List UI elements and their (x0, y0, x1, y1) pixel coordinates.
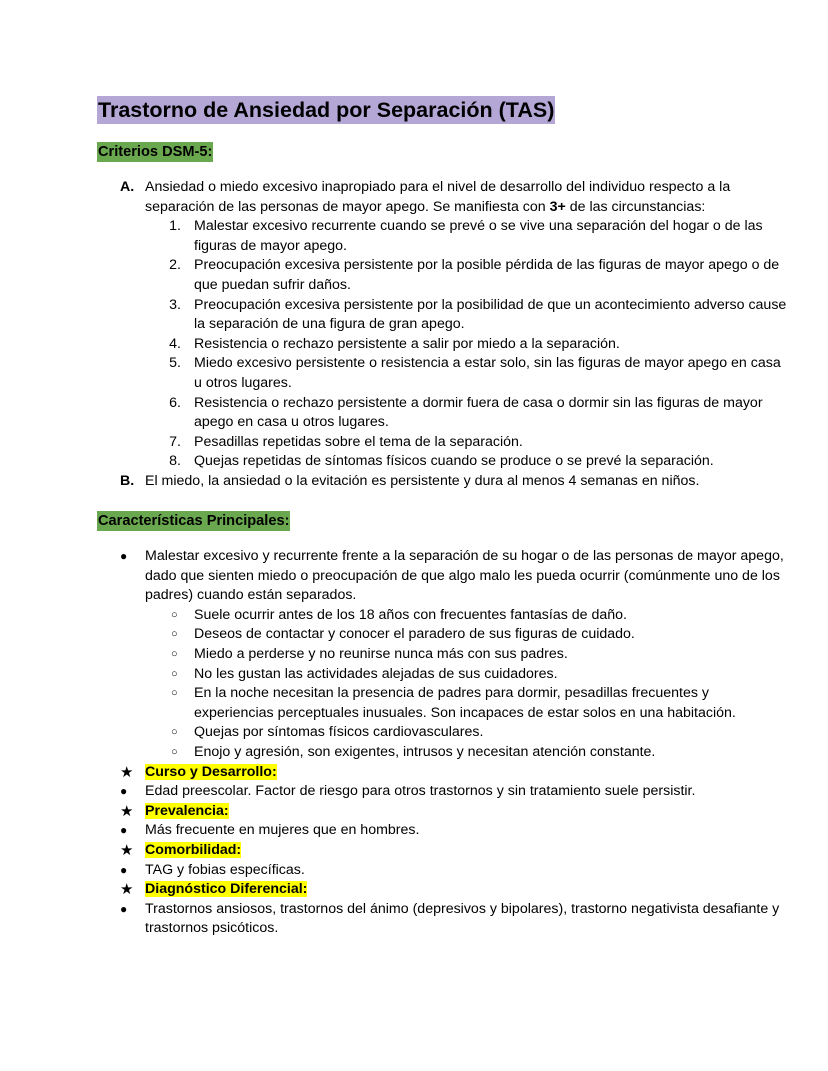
section-label: Comorbilidad: (145, 841, 242, 858)
criterion-a-item-text: Preocupación excesiva persistente por la posible pérdida de las figuras de mayor apego o de que puedan sufrir daños. (194, 257, 780, 293)
bullet-icon: ● (120, 862, 128, 877)
section-text: Edad preescolar. Factor de riesgo para otros trastornos y sin tratamiento suele persistir. (145, 783, 696, 800)
circle-bullet-icon: ○ (171, 667, 178, 680)
criterion-a-item-text: Resistencia o rechazo persistente a dormir fuera de casa o dormir sin las figuras de mayor apego en casa u otros lugares. (194, 394, 763, 431)
criterion-a-item-number: 1. (169, 218, 181, 235)
feature-subitem-text: Suele ocurrir antes de los 18 años con frecuentes fantasías de daño. (194, 606, 627, 623)
bullet-icon: ● (120, 784, 128, 799)
section-text: Más frecuente en mujeres que en hombres. (145, 822, 420, 839)
criterion-a-text-after: de las circunstancias: (565, 198, 706, 215)
feature-subitem-text: Miedo a perderse y no reunirse nunca más con sus padres. (194, 645, 568, 662)
criterion-a-item-text: Malestar excesivo recurrente cuando se prevé o se vive una separación del hogar o de las figuras de mayor apego. (194, 218, 763, 254)
criterion-a-item (97, 452, 787, 472)
feature-subitem (97, 665, 787, 685)
feature-subitem-text: No les gustan las actividades alejadas de sus cuidadores. (194, 665, 558, 682)
criterion-a-item (97, 354, 787, 393)
criterion-a-item-number: 7. (169, 433, 181, 450)
feature-main-text: Malestar excesivo y recurrente frente a la separación de su hogar o de las personas de mayor apego, dado que sienten miedo o preocupación de que algo malo les pueda ocurrir (comúnmente uno de los padres) cuando están separados. (145, 548, 784, 604)
criterion-a (97, 178, 787, 217)
criterion-a-item-text: Resistencia o rechazo persistente a salir por miedo a la separación. (194, 335, 620, 352)
section-text-row (97, 861, 787, 881)
criterion-a-item-text: Quejas repetidas de síntomas físicos cuando se produce o se prevé la separación. (194, 453, 714, 470)
criterion-a-item (97, 335, 787, 355)
criterion-a-item (97, 433, 787, 453)
criterion-a-item-text: Preocupación excesiva persistente por la posibilidad de que un acontecimiento adverso cause la separación de una figura de gran apego. (194, 296, 787, 333)
section-text: Trastornos ansiosos, trastornos del ánimo (depresivos y bipolares), trastorno negativista desafiante y trastornos psicóticos. (145, 900, 780, 937)
circle-bullet-icon: ○ (171, 628, 178, 641)
criterion-a-text-before: Ansiedad o miedo excesivo inapropiado para el nivel de desarrollo del individuo respecto a la separación de las personas de mayor apego. Se manifiesta con (145, 179, 731, 215)
section-label-row (97, 763, 787, 783)
circle-bullet-icon: ○ (171, 687, 178, 700)
feature-subitem-text: Quejas por síntomas físicos cardiovasculares. (194, 724, 484, 741)
criterion-a-item-text: Pesadillas repetidas sobre el tema de la separación. (194, 433, 523, 450)
circle-bullet-icon: ○ (171, 608, 178, 621)
criterion-a-item-text: Miedo excesivo persistente o resistencia a estar solo, sin las figuras de mayor apego en casa u otros lugares. (194, 355, 781, 391)
criterion-a-item (97, 217, 787, 256)
criterion-a-item-number: 8. (169, 453, 181, 470)
section-text-row (97, 900, 787, 939)
section-label: Curso y Desarrollo: (145, 763, 277, 780)
star-icon: ★ (120, 763, 134, 781)
criterion-a-item-number: 3. (169, 296, 181, 313)
criterion-a-item-number: 6. (169, 394, 181, 411)
features-list (97, 547, 787, 939)
criterion-a-item (97, 296, 787, 335)
feature-subitem (97, 684, 787, 723)
section-label-row (97, 880, 787, 900)
criterion-b-letter: B. (120, 472, 135, 489)
criterion-b (97, 472, 787, 492)
section-label-row (97, 802, 787, 822)
features-heading: Características Principales: (98, 513, 290, 529)
feature-subitem (97, 723, 787, 743)
feature-subitem-text: Deseos de contactar y conocer el paradero de sus figuras de cuidado. (194, 626, 635, 643)
feature-subitem (97, 645, 787, 665)
criterion-b-text: El miedo, la ansiedad o la evitación es persistente y dura al menos 4 semanas en niños. (145, 472, 700, 489)
criterion-a-item-number: 4. (169, 335, 181, 352)
star-icon: ★ (120, 881, 134, 899)
document-title: Trastorno de Ansiedad por Separación (TAS) (98, 98, 555, 122)
feature-main (97, 547, 787, 606)
feature-subitem (97, 606, 787, 626)
bullet-icon: ● (120, 901, 128, 916)
feature-subitem-text: En la noche necesitan la presencia de padres para dormir, pesadillas frecuentes y experiencias perceptuales inusuales. Son incapaces de estar solos en una habitación. (194, 685, 736, 721)
star-icon: ★ (120, 841, 134, 859)
circle-bullet-icon: ○ (171, 726, 178, 739)
section-label: Prevalencia: (145, 802, 229, 819)
circle-bullet-icon: ○ (171, 745, 178, 758)
criterion-a-item (97, 256, 787, 295)
criteria-list (97, 178, 787, 492)
circle-bullet-icon: ○ (171, 647, 178, 660)
criterion-a-item-number: 5. (169, 355, 181, 372)
criterion-a-letter: A. (120, 179, 135, 195)
section-text-row (97, 821, 787, 841)
feature-subitem (97, 743, 787, 763)
bullet-icon: ● (120, 549, 128, 563)
criterion-a-bold: 3+ (549, 198, 566, 215)
feature-subitem (97, 625, 787, 645)
section-label-row (97, 841, 787, 861)
section-text: TAG y fobias específicas. (145, 861, 305, 878)
criterion-a-item (97, 394, 787, 433)
bullet-icon: ● (120, 823, 128, 838)
criterion-a-item-number: 2. (169, 257, 181, 274)
section-label: Diagnóstico Diferencial: (145, 881, 308, 898)
section-text-row (97, 782, 787, 802)
star-icon: ★ (120, 802, 134, 820)
criteria-heading: Criterios DSM-5: (98, 144, 213, 160)
feature-subitem-text: Enojo y agresión, son exigentes, intrusos y necesitan atención constante. (194, 743, 656, 760)
